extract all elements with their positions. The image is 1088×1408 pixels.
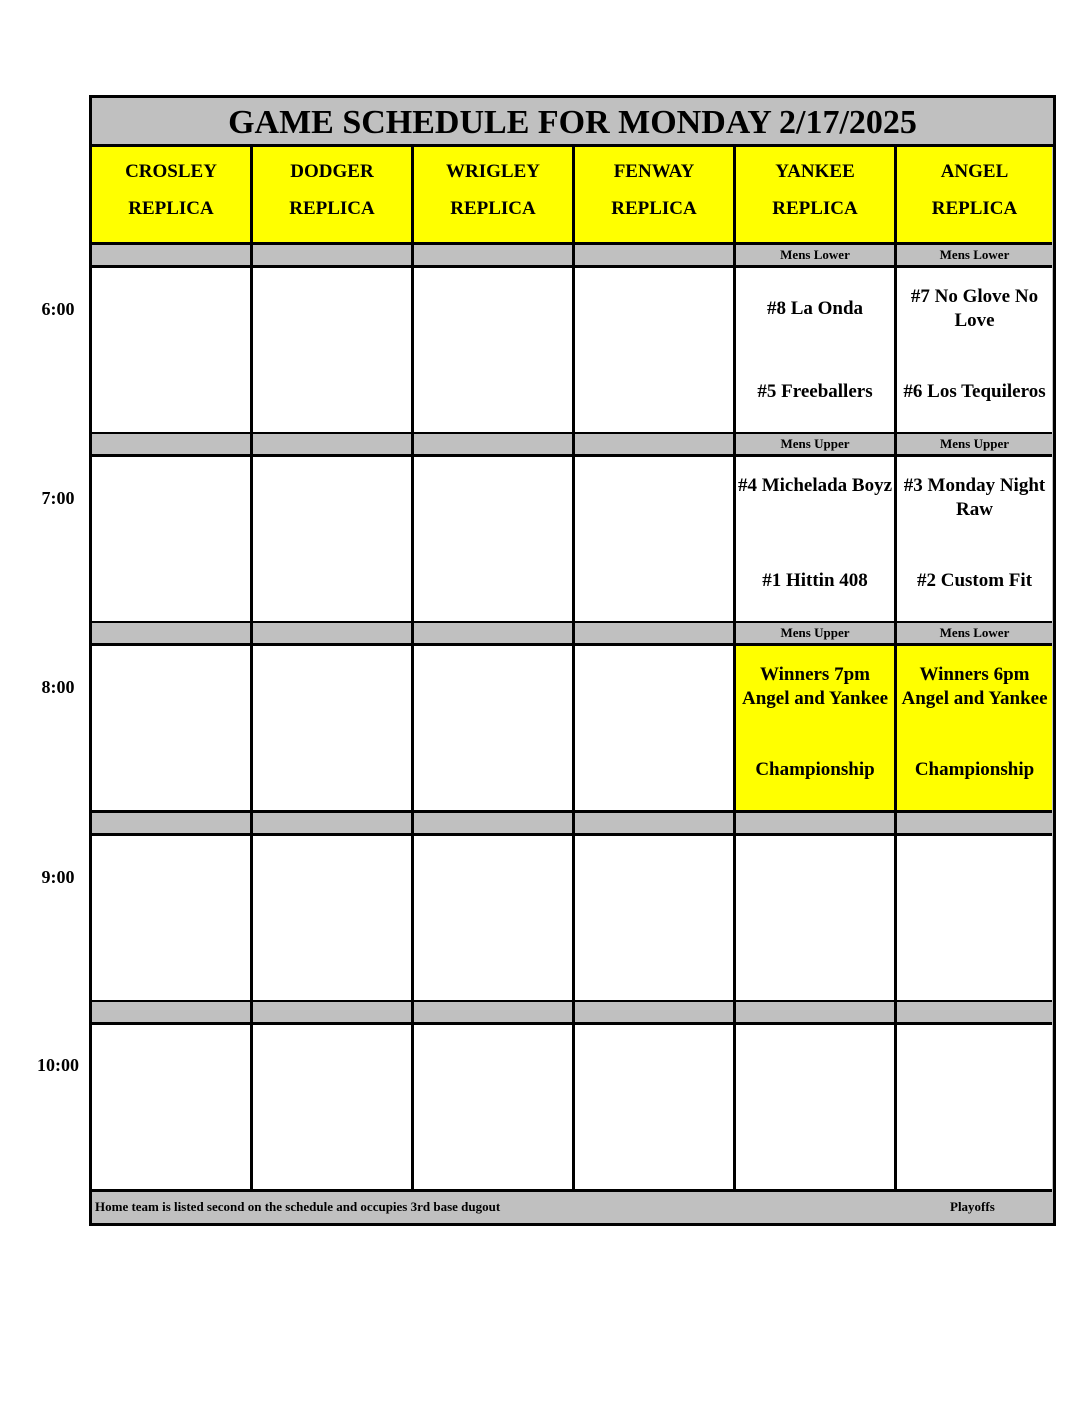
division-label bbox=[575, 434, 736, 457]
game-cell bbox=[897, 457, 1052, 624]
field-name: ANGEL bbox=[940, 161, 1009, 182]
playoffs-label: Playoffs bbox=[950, 1199, 995, 1214]
game-cell bbox=[736, 646, 897, 813]
game-cell bbox=[575, 457, 736, 624]
division-label bbox=[736, 813, 897, 836]
division-label bbox=[414, 813, 575, 836]
game-cell bbox=[575, 1025, 736, 1192]
game-cell bbox=[414, 646, 575, 813]
home-team: #6 Los Tequileros bbox=[903, 381, 1046, 402]
game-cell bbox=[736, 268, 897, 435]
away-team: #8 La Onda bbox=[766, 298, 864, 319]
game-cell bbox=[414, 457, 575, 624]
game-cell bbox=[736, 836, 897, 1003]
field-subtitle: REPLICA bbox=[772, 198, 858, 219]
division-label bbox=[414, 623, 575, 646]
away-team: #4 Michelada Boyz bbox=[737, 475, 893, 496]
game-cell bbox=[92, 268, 253, 435]
game-cell bbox=[253, 457, 414, 624]
home-team: #2 Custom Fit bbox=[916, 570, 1033, 591]
field-subtitle: REPLICA bbox=[289, 198, 375, 219]
field-name: WRIGLEY bbox=[446, 161, 540, 182]
game-cell bbox=[92, 1025, 253, 1192]
game-cell bbox=[253, 646, 414, 813]
field-header-wrigley bbox=[414, 147, 575, 245]
footer-bar bbox=[92, 1191, 1053, 1223]
game-cell bbox=[414, 268, 575, 435]
home-team: Championship bbox=[755, 759, 875, 780]
time-label: 9:00 bbox=[41, 867, 75, 887]
division-label bbox=[92, 245, 253, 268]
field-header-crosley bbox=[92, 147, 253, 245]
division-label bbox=[92, 623, 253, 646]
division-label bbox=[575, 1002, 736, 1025]
division-label bbox=[575, 245, 736, 268]
field-name: DODGER bbox=[290, 161, 374, 182]
game-cell bbox=[897, 646, 1052, 813]
game-cell bbox=[253, 836, 414, 1003]
schedule-table bbox=[89, 95, 1056, 1226]
division-label: Mens Upper bbox=[736, 434, 897, 457]
division-label bbox=[414, 245, 575, 268]
field-header-yankee bbox=[736, 147, 897, 245]
home-team: #5 Freeballers bbox=[757, 381, 873, 402]
field-name: YANKEE bbox=[775, 161, 855, 182]
division-label: Mens Lower bbox=[897, 245, 1052, 268]
game-cell bbox=[897, 836, 1052, 1003]
division-label bbox=[575, 623, 736, 646]
division-label bbox=[253, 434, 414, 457]
time-label: 6:00 bbox=[41, 299, 75, 319]
division-label: Mens Upper bbox=[736, 623, 897, 646]
division-label: Mens Upper bbox=[897, 434, 1052, 457]
division-label bbox=[92, 813, 253, 836]
field-subtitle: REPLICA bbox=[450, 198, 536, 219]
time-label: 7:00 bbox=[41, 488, 75, 508]
away-team: #3 Monday Night Raw bbox=[903, 475, 1046, 520]
game-cell bbox=[736, 1025, 897, 1192]
field-name: CROSLEY bbox=[125, 161, 217, 182]
division-label bbox=[253, 1002, 414, 1025]
game-cell bbox=[253, 268, 414, 435]
field-subtitle: REPLICA bbox=[128, 198, 214, 219]
field-header-angel bbox=[897, 147, 1052, 245]
game-cell bbox=[253, 1025, 414, 1192]
division-label bbox=[414, 1002, 575, 1025]
division-label: Mens Lower bbox=[736, 245, 897, 268]
field-subtitle: REPLICA bbox=[931, 198, 1018, 219]
division-label bbox=[92, 1002, 253, 1025]
game-cell bbox=[92, 646, 253, 813]
division-label bbox=[253, 245, 414, 268]
home-team: Championship bbox=[914, 759, 1035, 780]
division-label bbox=[414, 434, 575, 457]
field-subtitle: REPLICA bbox=[611, 198, 697, 219]
time-label: 8:00 bbox=[41, 677, 75, 697]
game-cell bbox=[575, 268, 736, 435]
away-team: #7 No Glove No Love bbox=[910, 286, 1039, 331]
division-label bbox=[897, 813, 1052, 836]
division-label bbox=[575, 813, 736, 836]
time-label: 10:00 bbox=[37, 1055, 79, 1075]
schedule-title: GAME SCHEDULE FOR MONDAY 2/17/2025 bbox=[92, 98, 1053, 147]
away-team: Winners 6pm Angel and Yankee bbox=[901, 664, 1048, 709]
field-header-dodger bbox=[253, 147, 414, 245]
game-cell bbox=[575, 646, 736, 813]
field-header-fenway bbox=[575, 147, 736, 245]
division-label bbox=[92, 434, 253, 457]
game-cell bbox=[92, 457, 253, 624]
field-name: FENWAY bbox=[613, 161, 695, 182]
home-team: #1 Hittin 408 bbox=[762, 570, 868, 591]
game-cell bbox=[575, 836, 736, 1003]
division-label bbox=[736, 1002, 897, 1025]
division-label bbox=[253, 813, 414, 836]
game-cell bbox=[897, 1025, 1052, 1192]
division-label bbox=[253, 623, 414, 646]
division-label: Mens Lower bbox=[897, 623, 1052, 646]
division-label bbox=[897, 1002, 1052, 1025]
footer-note: Home team is listed second on the schedule and occupies 3rd base dugout bbox=[95, 1199, 501, 1214]
game-cell bbox=[414, 836, 575, 1003]
game-cell bbox=[414, 1025, 575, 1192]
game-cell bbox=[736, 457, 897, 624]
game-cell bbox=[897, 268, 1052, 435]
game-cell bbox=[92, 836, 253, 1003]
away-team: Winners 7pm Angel and Yankee bbox=[741, 664, 889, 709]
